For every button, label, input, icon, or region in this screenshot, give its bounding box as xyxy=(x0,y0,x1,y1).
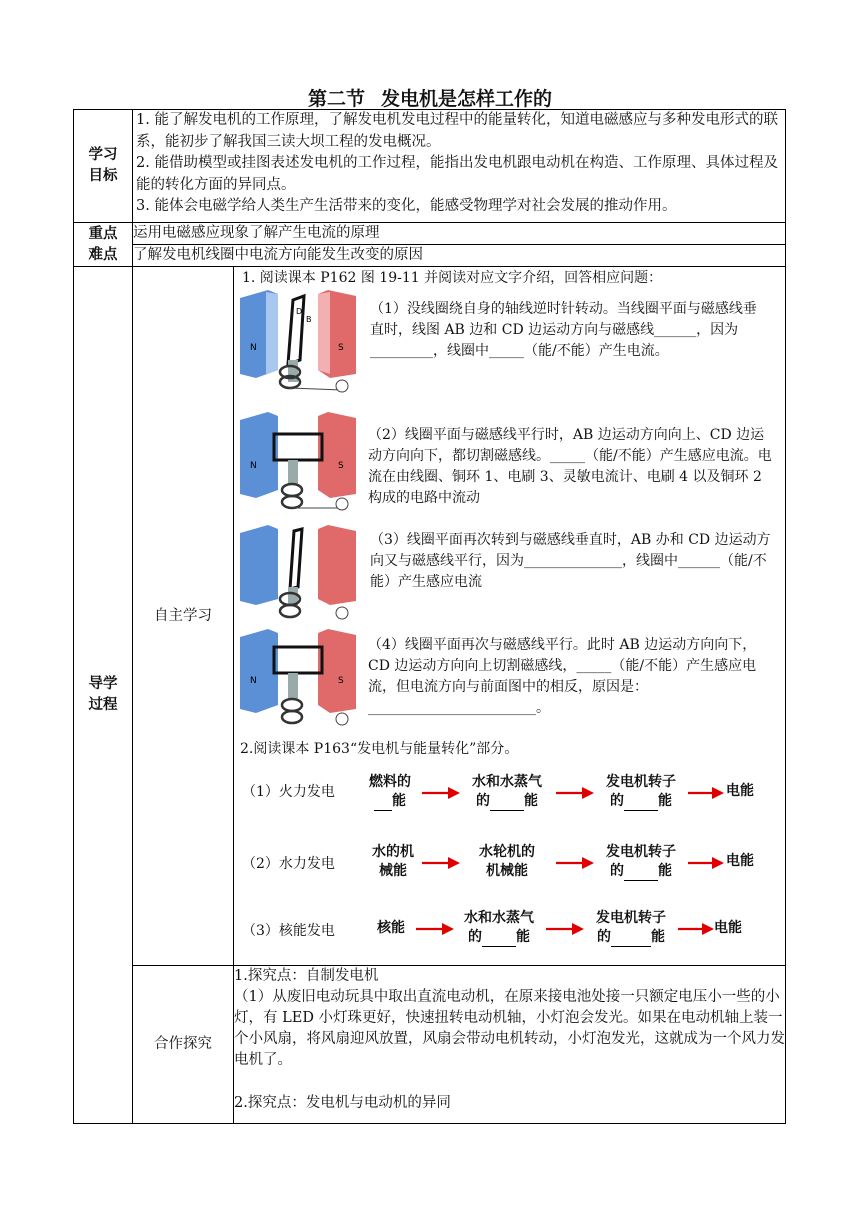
coop-label: 合作探究 xyxy=(133,966,234,1124)
q1-intro: 1. 阅读课本 P162 图 19-11 并阅读对应文字介绍，回答相应问题： xyxy=(242,270,663,286)
coop-point-1: 1.探究点：自制发电机 xyxy=(234,968,379,984)
q2-intro: 2.阅读课本 P163“发电机与能量转化”部分。 xyxy=(240,741,519,757)
coop-content xyxy=(234,966,786,1124)
flow-arrow xyxy=(556,787,594,799)
goal-item: 2. 能借助模型或挂图表述发电机的工作过程，能指出发电机跟电动机在构造、工作原理、具体过程及能的转化方面的异同点。 xyxy=(136,155,778,193)
section-name: 发电机是怎样工作的 xyxy=(381,88,553,110)
flow-arrow xyxy=(678,923,714,935)
svg-text:B: B xyxy=(306,315,312,324)
flow-label-thermal: （1）火力发电 xyxy=(242,784,335,800)
flow-step: 水和水蒸气 的 能 xyxy=(472,774,542,809)
flow-arrow xyxy=(688,787,724,799)
key-difficulty: 了解发电机线圈中电流方向能发生改变的原因 xyxy=(133,245,786,267)
paragraph-3: （3）线圈平面再次转到与磁感线垂直时，AB 办和 CD 边运动方向又与磁感线平行，因为______________，线圈中______（能/不能）产生感应电流 xyxy=(370,532,771,590)
flow-arrow xyxy=(546,923,584,935)
flow-step: 电能 xyxy=(726,853,754,869)
page-title xyxy=(0,84,860,111)
flow-step: 发电机转子 的 能 xyxy=(606,774,676,809)
svg-text:D: D xyxy=(296,307,303,316)
flow-arrow xyxy=(422,787,460,799)
label-s: S xyxy=(338,343,344,353)
goal-item: 1. 能了解发电机的工作原理，了解发电机发电过程中的能量转化，知道电磁感应与多种发电形式的联系，能初步了解我国三读大坝工程的发电概况。 xyxy=(136,112,778,150)
flow-step: 电能 xyxy=(726,783,754,799)
section-number: 第二节 xyxy=(307,88,365,110)
self-study-label: 自主学习 xyxy=(133,267,234,966)
coop-point-2: 2.探究点：发电机与电动机的异同 xyxy=(234,1095,451,1111)
label-n: N xyxy=(250,343,257,353)
flow-label-nuclear: （3）核能发电 xyxy=(242,923,335,939)
flow-step: 水轮机的 机械能 xyxy=(479,844,535,879)
generator-figure-4 xyxy=(238,629,358,733)
coop-paragraph: （1）从废旧电动玩具中取出直流电动机，在原来接电池处接一只额定电压小一些的小灯，有 LED 小灯珠更好，快速扭转电动机轴，小灯泡会发光。如果在电动机轴上装一个小风扇，将风扇迎风放置，风扇会带动电机转动，小灯泡发光，这就成为一个风力发电机了。 xyxy=(234,989,785,1068)
generator-figure-3 xyxy=(238,525,358,625)
process-label: 导学 过程 xyxy=(74,267,133,1124)
svg-text:N: N xyxy=(250,461,257,471)
flow-step: 燃料的 能 xyxy=(369,774,411,809)
flow-label-hydro: （2）水力发电 xyxy=(242,856,335,872)
paragraph-4: （4）线圈平面再次与磁感线平行。此时 AB 边运动方向向下，CD 边运动方向向上切割磁感线，_____（能/不能）产生感应电流，但电流方向与前面图中的相反，原因是：________________________。 xyxy=(368,637,757,716)
flow-arrow xyxy=(422,857,460,869)
svg-text:N: N xyxy=(250,676,257,686)
flow-arrow xyxy=(416,923,454,935)
goals-label: 学习 目标 xyxy=(74,110,133,223)
generator-figure-1 xyxy=(238,290,358,400)
svg-text:S: S xyxy=(338,461,344,471)
flow-arrow xyxy=(688,857,724,869)
flow-arrow xyxy=(556,857,594,869)
self-study-content xyxy=(234,267,786,966)
key-point: 运用电磁感应现象了解产生电流的原理 xyxy=(133,223,786,245)
goals-content xyxy=(133,110,786,223)
flow-step: 电能 xyxy=(714,920,742,936)
paragraph-2: （2）线圈平面与磁感线平行时，AB 边运动方向向上、CD 边运动方向向下，都切割磁感线。_____（能/不能）产生感应电流。电流在由线圈、铜环 1、电刷 3、灵敏电流计、电刷 4 以及铜环 2 构成的电路中流动 xyxy=(368,427,772,506)
svg-text:S: S xyxy=(338,676,344,686)
lesson-table xyxy=(73,109,786,1124)
generator-figure-2 xyxy=(238,412,358,520)
paragraph-1: （1）没线圈绕自身的轴线逆时针转动。当线圈平面与磁感线垂直时，线图 AB 边和 CD 边运动方向与磁感线______，因为_________，线圈中_____（能/不能）产生电流。 xyxy=(370,301,757,359)
key-label: 重点 难点 xyxy=(74,223,133,267)
goal-item: 3. 能体会电磁学给人类生产生活带来的变化，能感受物理学对社会发展的推动作用。 xyxy=(136,198,677,214)
flow-step: 核能 xyxy=(377,920,405,936)
flow-step: 水和水蒸气 的 能 xyxy=(464,910,534,945)
flow-step: 发电机转子 的 能 xyxy=(596,910,666,945)
flow-step: 水的机 械能 xyxy=(372,844,414,879)
flow-step: 发电机转子 的 能 xyxy=(606,844,676,879)
